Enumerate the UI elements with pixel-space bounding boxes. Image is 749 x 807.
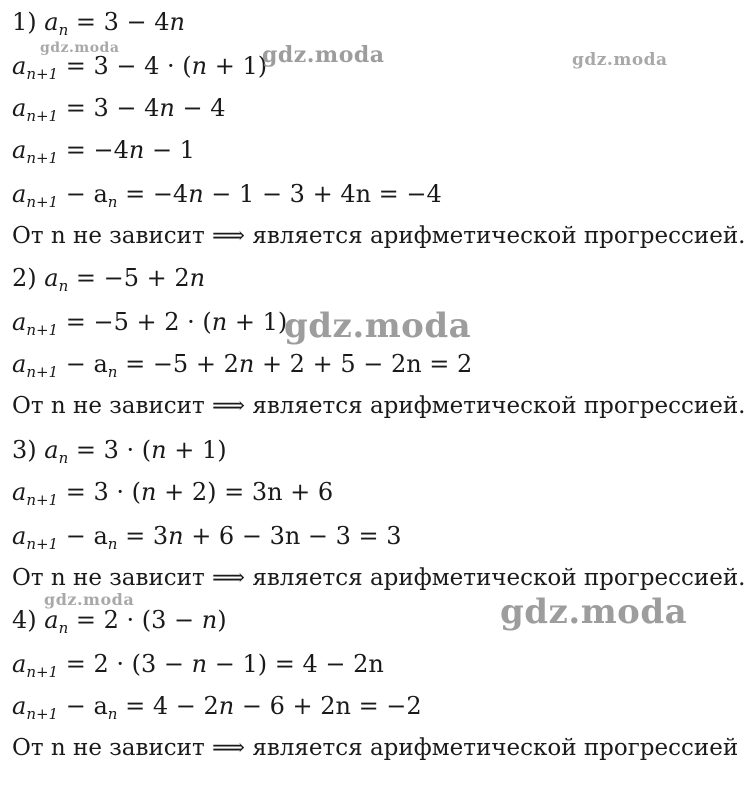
conclusion-3: От n не зависит ⟹ является арифметической прогрессией. xyxy=(12,565,746,591)
line-7: 2) $a_n = -5 + 2n$ xyxy=(12,264,206,295)
line-15: 4) $a_n = 2 \cdot (3 - n)$ xyxy=(12,606,227,637)
watermark: gdz.moda xyxy=(500,592,688,632)
line-16: $a_{n+1} = 2 \cdot (3 - n - 1) = 4 - 2n$ xyxy=(12,650,384,681)
line-2: $a_{n+1} = 3 - 4 \cdot (n + 1)$ xyxy=(12,52,268,83)
line-1: 1) $a_n = 3 - 4n$ xyxy=(12,8,185,39)
line-9: $a_{n+1} - a_n = -5 + 2n + 2 + 5 - 2n = 2$ xyxy=(12,350,473,381)
line-12: $a_{n+1} = 3 \cdot (n + 2) = 3n + 6$ xyxy=(12,478,334,509)
watermark: gdz.moda xyxy=(572,50,668,70)
conclusion-1: От n не зависит ⟹ является арифметической прогрессией. xyxy=(12,223,746,249)
line-17: $a_{n+1} - a_n = 4 - 2n - 6 + 2n = -2$ xyxy=(12,692,422,723)
watermark: gdz.moda xyxy=(284,306,472,346)
line-3: $a_{n+1} = 3 - 4n - 4$ xyxy=(12,94,226,125)
conclusion-2: От n не зависит ⟹ является арифметической прогрессией. xyxy=(12,393,746,419)
conclusion-4: От n не зависит ⟹ является арифметической прогрессией xyxy=(12,735,739,761)
line-4: $a_{n+1} = -4n - 1$ xyxy=(12,136,195,167)
watermark: gdz.moda xyxy=(40,40,120,56)
line-8: $a_{n+1} = -5 + 2 \cdot (n + 1)$ xyxy=(12,308,288,339)
line-13: $a_{n+1} - a_n = 3n + 6 - 3n - 3 = 3$ xyxy=(12,522,402,553)
watermark: gdz.moda xyxy=(44,590,135,609)
line-11: 3) $a_n = 3 \cdot (n + 1)$ xyxy=(12,436,227,467)
watermark: gdz.moda xyxy=(262,42,385,68)
line-5: $a_{n+1} - a_n = -4n - 1 - 3 + 4n = -4$ xyxy=(12,180,442,211)
